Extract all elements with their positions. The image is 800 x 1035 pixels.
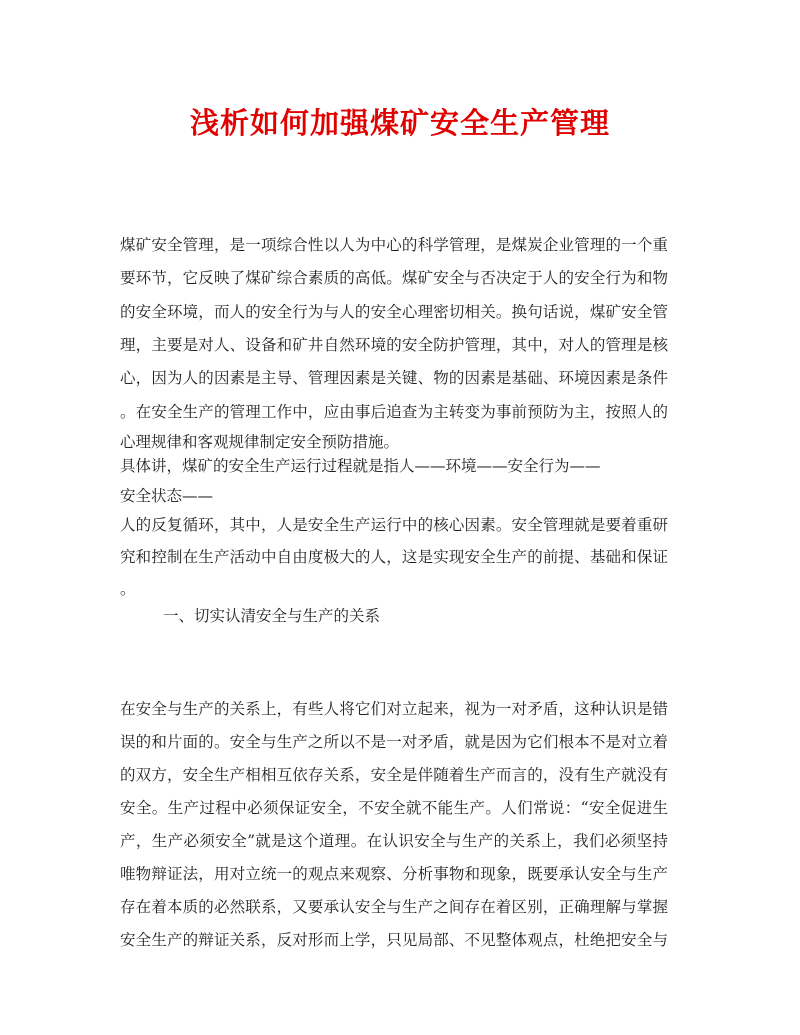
section-line: 的双方，安全生产相相互依存关系，安全是伴随着生产而言的，没有生产就没有 (120, 766, 668, 784)
cycle-line: 究和控制在生产活动中自由度极大的人，这是实现安全生产的前提、基础和保证 (120, 548, 668, 566)
section-line: 存在着本质的必然联系，又要承认安全与生产之间存在着区别，正确理解与掌握 (120, 898, 668, 916)
section-line: 唯物辩证法，用对立统一的观点来观察、分析事物和现象，既要承认安全与生产 (120, 865, 668, 883)
intro-line: 。在安全生产的管理工作中，应由事后追查为主转变为事前预防为主，按照人的 (120, 403, 668, 421)
section-line: 误的和片面的。安全与生产之所以不是一对矛盾，就是因为它们根本不是对立着 (120, 733, 668, 751)
section-line: 在安全与生产的关系上，有些人将它们对立起来，视为一对矛盾，这种认识是错 (120, 700, 668, 718)
section-line: 产，生产必须安全”就是这个道理。在认识安全与生产的关系上，我们必须坚持 (120, 832, 668, 850)
intro-line: 要环节，它反映了煤矿综合素质的高低。煤矿安全与否决定于人的安全行为和物 (120, 269, 668, 287)
intro-line: 心理规律和客观规律制定安全预防措施。 (120, 433, 400, 451)
intro-line: 心，因为人的因素是主导、管理因素是关键、物的因素是基础、环境因素是条件 (120, 369, 668, 387)
section-heading: 一、切实认清安全与生产的关系 (163, 607, 381, 625)
section-line: 安全生产的辩证关系，反对形而上学，只见局部、不见整体观点，杜绝把安全与 (120, 931, 668, 949)
cycle-line: 具体讲，煤矿的安全生产运行过程就是指人——环境——安全行为—— (120, 457, 601, 475)
section-line: 安全。生产过程中必须保证安全，不安全就不能生产。人们常说：“安全促进生 (120, 799, 668, 817)
cycle-line: 人的反复循环，其中，人是安全生产运行中的核心因素。安全管理就是要着重研 (120, 516, 668, 534)
intro-line: 理，主要是对人、设备和矿井自然环境的安全防护管理，其中，对人的管理是核 (120, 336, 668, 354)
document-title: 浅析如何加强煤矿安全生产管理 (189, 106, 610, 140)
intro-line: 煤矿安全管理，是一项综合性以人为中心的科学管理，是煤炭企业管理的一个重 (120, 236, 668, 254)
intro-line: 的安全环境，而人的安全行为与人的安全心理密切相关。换句话说，煤矿安全管 (120, 303, 668, 321)
cycle-line: 。 (120, 580, 136, 598)
cycle-line: 安全状态—— (120, 487, 214, 505)
